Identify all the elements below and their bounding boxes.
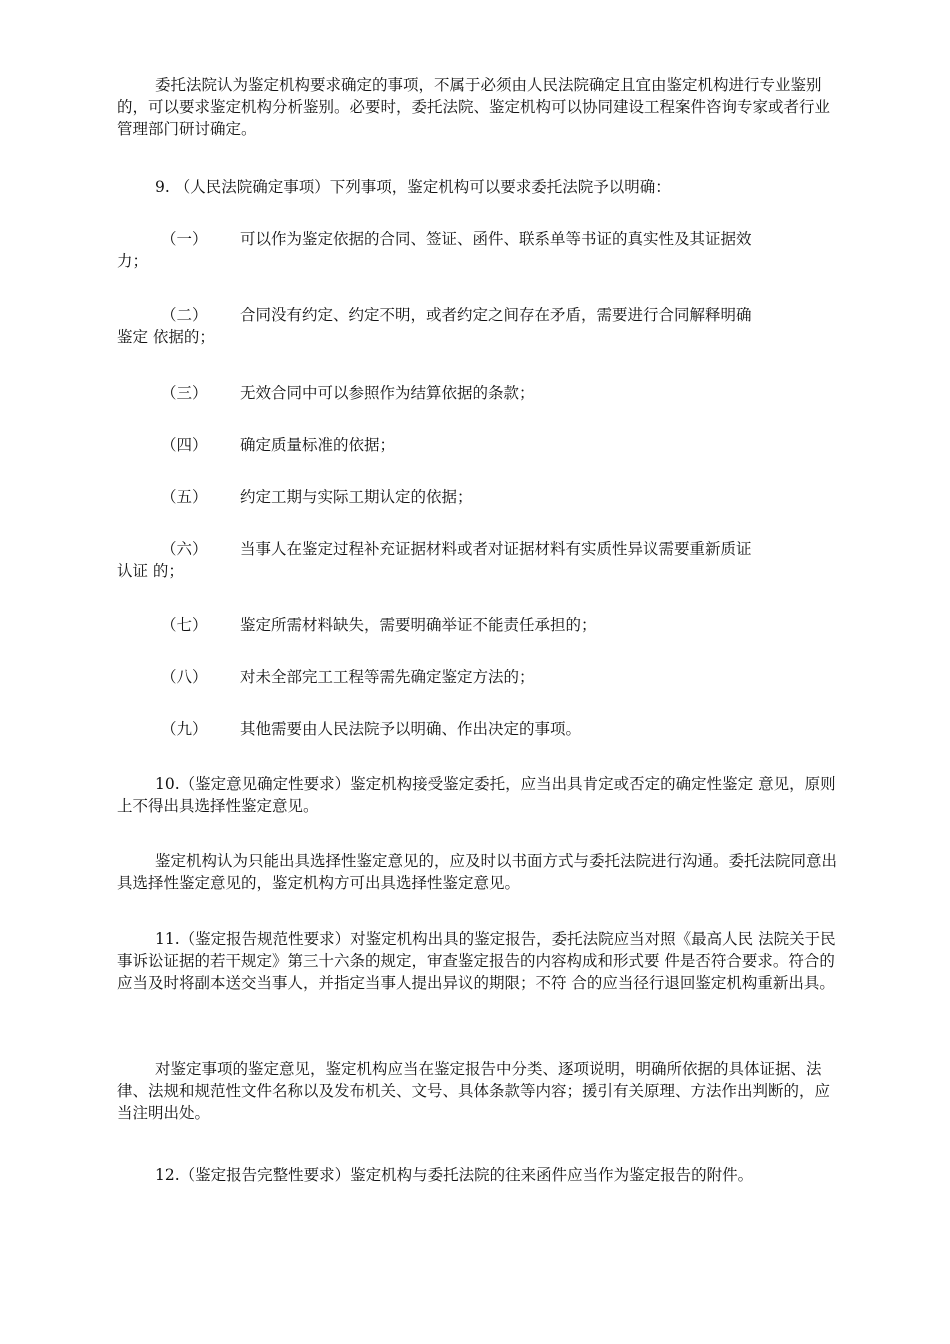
list-item-number: （四） (161, 436, 208, 454)
list-item-number: （六） (161, 540, 208, 558)
list-item-number: （八） (161, 668, 208, 686)
list-item-number: （七） (161, 616, 208, 634)
list-item-text: 鉴定所需材料缺失，需要明确举证不能责任承担的； (240, 616, 597, 634)
list-item-1 (117, 228, 837, 272)
list-item-3 (117, 382, 837, 404)
list-item-text: 无效合同中可以参照作为结算依据的条款； (240, 384, 535, 402)
list-item-text: 确定质量标准的依据； (240, 436, 396, 454)
list-item-text-cont: 力； (117, 252, 149, 270)
list-item-7 (117, 614, 837, 636)
paragraph-section-10: 10.（鉴定意见确定性要求）鉴定机构接受鉴定委托，应当出具肯定或否定的确定性鉴定 意见，原则上不得出具选择性鉴定意见。 (117, 775, 836, 815)
list-item-5 (117, 486, 837, 508)
list-item-number: （九） (161, 720, 208, 738)
paragraph-itemized-explanation: 对鉴定事项的鉴定意见，鉴定机构应当在鉴定报告中分类、逐项说明，明确所依据的具体证据、法律、法规和规范性文件名称以及发布机关、文号、具体条款等内容；援引有关原理、方法作出判断的，应当注明出处。 (117, 1060, 831, 1122)
list-item-6 (117, 538, 837, 582)
list-item-text: 对未全部完工工程等需先确定鉴定方法的； (240, 668, 535, 686)
list-item-text: 当事人在鉴定过程补充证据材料或者对证据材料有实质性异议需要重新质证 (240, 540, 752, 558)
list-item-text: 可以作为鉴定依据的合同、签证、函件、联系单等书证的真实性及其证据效 (240, 230, 752, 248)
list-item-text: 合同没有约定、约定不明，或者约定之间存在矛盾，需要进行合同解释明确 (240, 306, 752, 324)
paragraph-section-11: 11.（鉴定报告规范性要求）对鉴定机构出具的鉴定报告，委托法院应当对照《最高人民 法院关于民事诉讼证据的若干规定》第三十六条的规定，审查鉴定报告的内容构成和形式要 件是否符合要求。符合的应当及时将副本送交当事人，并指定当事人提出异议的期限；不符 合的应当径行退回鉴定机构重新出具。 (117, 930, 836, 992)
paragraph-selective-opinion: 鉴定机构认为只能出具选择性鉴定意见的，应及时以书面方式与委托法院进行沟通。委托法院同意出具选择性鉴定意见的，鉴定机构方可出具选择性鉴定意见。 (117, 852, 838, 892)
list-item-8 (117, 666, 837, 688)
list-item-9 (117, 718, 837, 740)
list-item-2 (117, 304, 837, 348)
list-item-4 (117, 434, 837, 456)
list-item-text: 其他需要由人民法院予以明确、作出决定的事项。 (240, 720, 582, 738)
paragraph-consult-experts: 委托法院认为鉴定机构要求确定的事项，不属于必须由人民法院确定且宜由鉴定机构进行专业鉴别的，可以要求鉴定机构分析鉴别。必要时，委托法院、鉴定机构可以协同建设工程案件咨询专家或者行业管理部门研讨确定。 (117, 76, 831, 138)
paragraph-section-12: 12.（鉴定报告完整性要求）鉴定机构与委托法院的往来函件应当作为鉴定报告的附件。 (155, 1166, 754, 1184)
list-item-number: （三） (161, 384, 208, 402)
list-item-text-cont: 鉴定 依据的； (117, 328, 215, 346)
paragraph-section-9: 9. （人民法院确定事项）下列事项，鉴定机构可以要求委托法院予以明确： (155, 178, 671, 196)
list-item-text-cont: 认证 的； (117, 562, 184, 580)
list-item-number: （二） (161, 306, 208, 324)
list-item-number: （一） (161, 230, 208, 248)
list-item-number: （五） (161, 488, 208, 506)
list-item-text: 约定工期与实际工期认定的依据； (240, 488, 473, 506)
